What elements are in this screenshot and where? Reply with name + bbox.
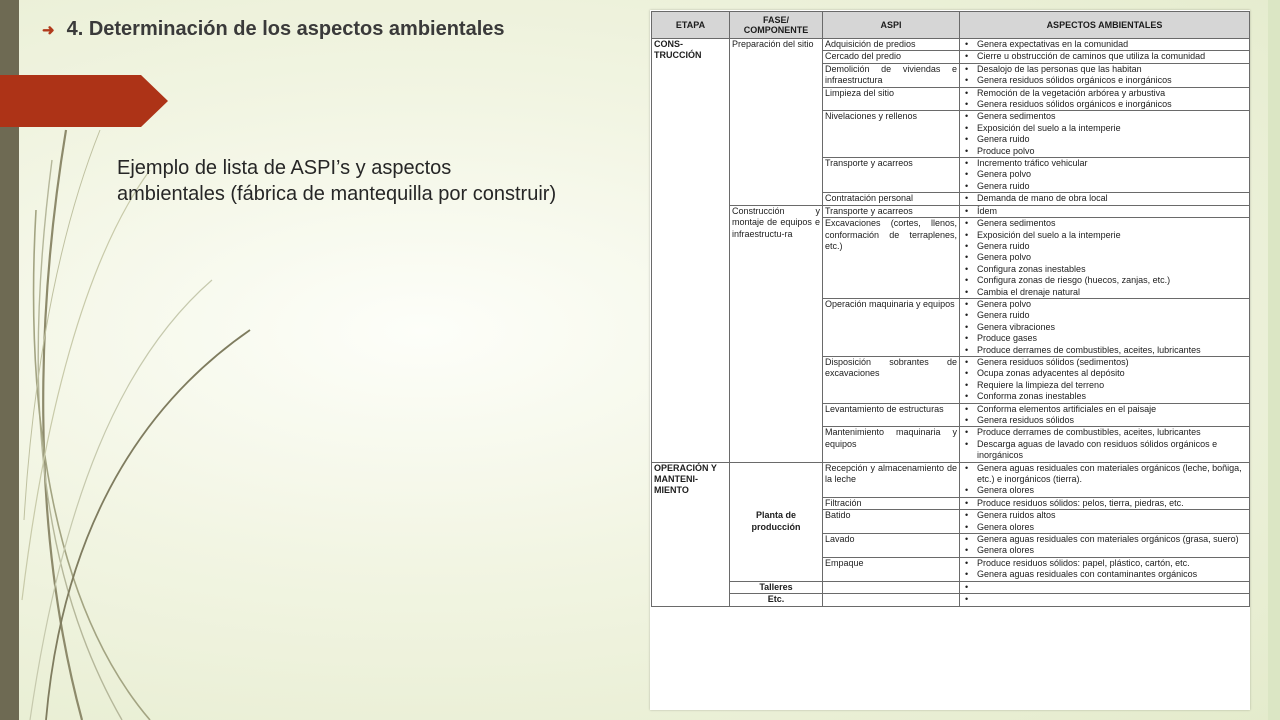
aspect-item: • Genera polvo xyxy=(977,252,1247,263)
aspect-item: • Demanda de mano de obra local xyxy=(977,193,1247,204)
aspects-cell xyxy=(960,510,1250,534)
aspect-item: • Genera olores xyxy=(977,485,1247,496)
aspect-item: • Genera residuos sólidos orgánicos e inorgánicos xyxy=(977,75,1247,86)
table-header-row xyxy=(652,12,1250,39)
aspects-list xyxy=(962,193,1247,204)
aspects-list xyxy=(962,218,1247,298)
aspi-cell: Demolición de viviendas e infraestructura xyxy=(823,63,960,87)
aspect-item: • Genera sedimentos xyxy=(977,111,1247,122)
aspect-item: • Desalojo de las personas que las habitan xyxy=(977,64,1247,75)
aspect-item: • Genera expectativas en la comunidad xyxy=(977,39,1247,50)
aspects-cell xyxy=(960,497,1250,509)
aspi-cell: Transporte y acarreos xyxy=(823,158,960,193)
aspect-item: • Genera aguas residuales con contaminantes orgánicos xyxy=(977,569,1247,580)
aspect-item: • Genera ruido xyxy=(977,310,1247,321)
aspi-cell: Lavado xyxy=(823,534,960,558)
aspects-list xyxy=(962,88,1247,111)
aspects-list xyxy=(962,357,1247,403)
aspects-cell xyxy=(960,403,1250,427)
aspects-cell xyxy=(960,594,1250,606)
aspect-item: • Produce residuos sólidos: pelos, tierra, piedras, etc. xyxy=(977,498,1247,509)
header-etapa: ETAPA xyxy=(652,12,730,39)
aspect-item: • Conforma elementos artificiales en el paisaje xyxy=(977,404,1247,415)
aspi-cell xyxy=(823,581,960,593)
header-aspi: ASPI xyxy=(823,12,960,39)
slide-title-text: 4. Determinación de los aspectos ambientales xyxy=(66,18,505,40)
header-fase: FASE/ COMPONENTE xyxy=(730,12,823,39)
aspects-cell xyxy=(960,158,1250,193)
aspects-list xyxy=(962,111,1247,157)
table-row xyxy=(652,205,1250,217)
header-aspectos: ASPECTOS AMBIENTALES xyxy=(960,12,1250,39)
aspect-item: • Exposición del suelo a la intemperie xyxy=(977,230,1247,241)
aspect-item: • Produce gases xyxy=(977,333,1247,344)
aspect-item: • Produce derrames de combustibles, aceites, lubricantes xyxy=(977,345,1247,356)
aspect-item: • Genera vibraciones xyxy=(977,322,1247,333)
aspect-item: • Genera olores xyxy=(977,545,1247,556)
stage-cell: OPERACIÓN Y MANTENI-MIENTO xyxy=(652,462,730,606)
aspect-item: • Genera residuos sólidos xyxy=(977,415,1247,426)
aspect-item: • Genera ruido xyxy=(977,181,1247,192)
aspi-cell: Cercado del predio xyxy=(823,51,960,63)
aspects-cell xyxy=(960,51,1250,63)
aspi-cell: Transporte y acarreos xyxy=(823,205,960,217)
aspects-cell xyxy=(960,356,1250,403)
aspects-list xyxy=(962,299,1247,356)
aspi-cell: Limpieza del sitio xyxy=(823,87,960,111)
aspi-cell: Empaque xyxy=(823,557,960,581)
aspect-item: • Genera residuos sólidos (sedimentos) xyxy=(977,357,1247,368)
aspi-cell: Recepción y almacenamiento de la leche xyxy=(823,462,960,497)
aspi-cell: Levantamiento de estructuras xyxy=(823,403,960,427)
aspect-item: • Genera polvo xyxy=(977,169,1247,180)
aspi-cell: Nivelaciones y rellenos xyxy=(823,111,960,158)
aspect-item: • Genera sedimentos xyxy=(977,218,1247,229)
aspect-item: • Genera aguas residuales con materiales orgánicos (grasa, suero) xyxy=(977,534,1247,545)
aspects-list xyxy=(962,39,1247,50)
aspi-cell: Filtración xyxy=(823,497,960,509)
aspects-list xyxy=(962,534,1247,557)
stage-cell: CONS-TRUCCIÓN xyxy=(652,39,730,463)
phase-cell: Construcción y montaje de equipos e infraestructu-ra xyxy=(730,205,823,462)
aspects-list xyxy=(962,404,1247,427)
aspects-list xyxy=(962,158,1247,192)
aspects-cell xyxy=(960,462,1250,497)
aspects-list xyxy=(962,64,1247,87)
aspect-item: • Produce derrames de combustibles, aceites, lubricantes xyxy=(977,427,1247,438)
aspects-list xyxy=(962,498,1247,509)
aspi-cell: Contratación personal xyxy=(823,193,960,205)
red-arrow-shape xyxy=(0,75,168,127)
aspects-cell xyxy=(960,87,1250,111)
table-row xyxy=(652,581,1250,593)
aspects-cell xyxy=(960,205,1250,217)
aspi-cell: Batido xyxy=(823,510,960,534)
aspi-cell: Adquisición de predios xyxy=(823,39,960,51)
aspi-cell xyxy=(823,594,960,606)
aspect-item: • Incremento tráfico vehicular xyxy=(977,158,1247,169)
phase-cell: Preparación del sitio xyxy=(730,39,823,206)
aspect-item: • Ocupa zonas adyacentes al depósito xyxy=(977,368,1247,379)
aspects-cell xyxy=(960,111,1250,158)
phase-cell: Planta de producción xyxy=(730,462,823,581)
aspect-item: • Genera polvo xyxy=(977,299,1247,310)
aspect-item: • Produce polvo xyxy=(977,146,1247,157)
aspect-item: • Genera ruido xyxy=(977,134,1247,145)
aspects-cell xyxy=(960,557,1250,581)
aspi-cell: Mantenimiento maquinaria y equipos xyxy=(823,427,960,462)
aspects-cell xyxy=(960,427,1250,462)
phase-cell: Etc. xyxy=(730,594,823,606)
aspects-list xyxy=(962,206,1247,217)
aspects-cell xyxy=(960,298,1250,356)
aspects-cell xyxy=(960,581,1250,593)
aspect-item: • Genera ruidos altos xyxy=(977,510,1247,521)
aspect-item: • Requiere la limpieza del terreno xyxy=(977,380,1247,391)
aspect-item: • Produce residuos sólidos: papel, plástico, cartón, etc. xyxy=(977,558,1247,569)
aspect-item: • Genera ruido xyxy=(977,241,1247,252)
table-row xyxy=(652,594,1250,606)
aspect-item: • Cambia el drenaje natural xyxy=(977,287,1247,298)
environmental-aspects-table xyxy=(651,11,1250,607)
aspects-list xyxy=(962,463,1247,497)
aspect-item: • Genera aguas residuales con materiales orgánicos (leche, boñiga, etc.) e inorgánicos (tierra). xyxy=(977,463,1247,486)
aspects-list xyxy=(962,427,1247,461)
aspects-list xyxy=(962,558,1247,581)
aspect-item: • Cierre u obstrucción de caminos que utiliza la comunidad xyxy=(977,51,1247,62)
aspect-item: • Conforma zonas inestables xyxy=(977,391,1247,402)
aspect-item: • Remoción de la vegetación arbórea y arbustiva xyxy=(977,88,1247,99)
arrow-bullet-icon: ➜ xyxy=(42,21,55,39)
aspects-cell xyxy=(960,39,1250,51)
slide-title xyxy=(42,18,505,41)
aspects-cell xyxy=(960,534,1250,558)
aspect-item: • Genera olores xyxy=(977,522,1247,533)
phase-cell: Talleres xyxy=(730,581,823,593)
aspect-item: • Genera residuos sólidos orgánicos e inorgánicos xyxy=(977,99,1247,110)
table-row xyxy=(652,39,1250,51)
aspect-item: • Exposición del suelo a la intemperie xyxy=(977,123,1247,134)
slide-description: Ejemplo de lista de ASPI’s y aspectos ambientales (fábrica de mantequilla por construir) xyxy=(117,157,557,205)
table-body xyxy=(652,39,1250,607)
aspect-item: • Ídem xyxy=(977,206,1247,217)
aspi-cell: Excavaciones (cortes, llenos, conformación de terraplenes, etc.) xyxy=(823,218,960,299)
aspects-list xyxy=(962,510,1247,533)
aspects-cell xyxy=(960,218,1250,299)
aspi-cell: Disposición sobrantes de excavaciones xyxy=(823,356,960,403)
aspi-cell: Operación maquinaria y equipos xyxy=(823,298,960,356)
aspects-cell xyxy=(960,63,1250,87)
aspect-item: • Descarga aguas de lavado con residuos sólidos orgánicos e inorgánicos xyxy=(977,439,1247,462)
aspect-item: • Configura zonas de riesgo (huecos, zanjas, etc.) xyxy=(977,275,1247,286)
aspects-list xyxy=(962,51,1247,62)
aspect-item: • Configura zonas inestables xyxy=(977,264,1247,275)
table-image xyxy=(650,10,1250,710)
table-row xyxy=(652,462,1250,497)
right-accent-bar xyxy=(1268,0,1280,720)
aspects-cell xyxy=(960,193,1250,205)
